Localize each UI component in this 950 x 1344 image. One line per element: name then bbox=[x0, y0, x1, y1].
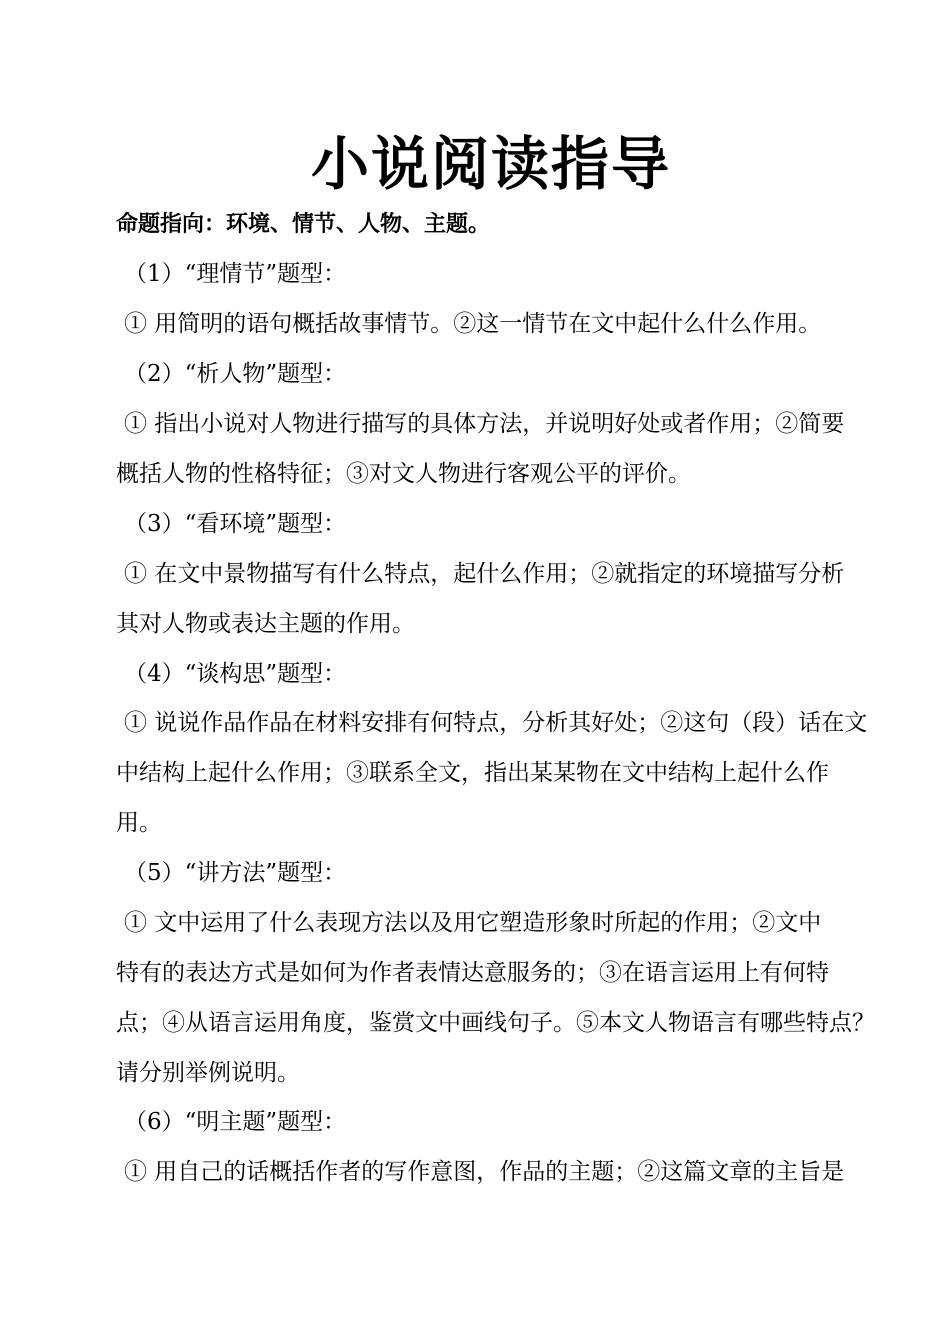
paragraph-line: ① 用自己的话概括作者的写作意图，作品的主题；②这篇文章的主旨是 bbox=[124, 1159, 845, 1185]
paragraph-line: ① 说说作品作品在材料安排有何特点，分析其好处；②这句（段）话在文 bbox=[124, 710, 868, 736]
topic-subtitle: 命题指向：环境、情节、人物、主题。 bbox=[116, 212, 491, 237]
section-heading-4: （4）“谈构思”题型： bbox=[124, 661, 347, 687]
paragraph-line: 点；④从语言运用角度，鉴赏文中画线句子。⑤本文人物语言有哪些特点？ bbox=[116, 1010, 875, 1036]
paragraph-line: 概括人物的性格特征；③对文人物进行客观公平的评价。 bbox=[116, 461, 691, 487]
paragraph-line: 其对人物或表达主题的作用。 bbox=[116, 611, 415, 637]
document-title: 小说阅读指导 bbox=[310, 130, 671, 198]
section-heading-1: （1）“理情节”题型： bbox=[124, 261, 347, 287]
section-heading-5: （5）“讲方法”题型： bbox=[124, 860, 347, 886]
paragraph-line: ① 用简明的语句概括故事情节。②这一情节在文中起什么什么作用。 bbox=[124, 311, 822, 337]
paragraph-line: 特有的表达方式是如何为作者表情达意服务的；③在语言运用上有何特 bbox=[116, 960, 829, 986]
section-heading-3: （3）“看环境”题型： bbox=[124, 511, 347, 537]
paragraph-line: 请分别举例说明。 bbox=[116, 1060, 300, 1086]
paragraph-line: ① 在文中景物描写有什么特点，起什么作用；②就指定的环境描写分析 bbox=[124, 561, 845, 587]
paragraph-line: ① 指出小说对人物进行描写的具体方法，并说明好处或者作用；②简要 bbox=[124, 411, 845, 437]
paragraph-line: 用。 bbox=[116, 810, 162, 836]
paragraph-line: 中结构上起什么作用；③联系全文，指出某某物在文中结构上起什么作 bbox=[116, 760, 829, 786]
section-heading-2: （2）“析人物”题型： bbox=[124, 361, 347, 387]
paragraph-line: ① 文中运用了什么表现方法以及用它塑造形象时所起的作用；②文中 bbox=[124, 910, 822, 936]
section-heading-6: （6）“明主题”题型： bbox=[124, 1109, 347, 1135]
